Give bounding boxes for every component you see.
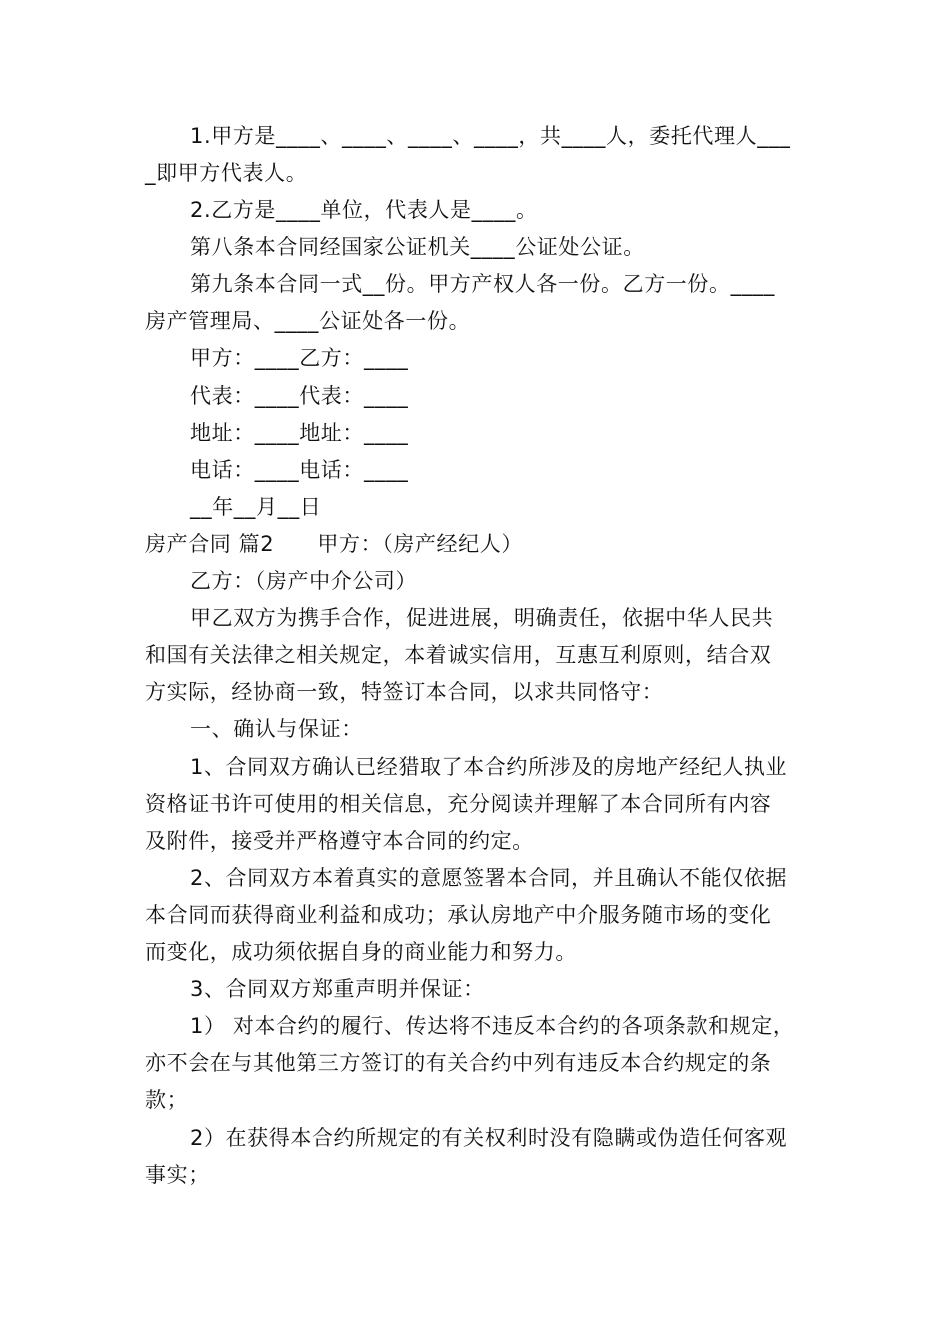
text-line: 一、确认与保证： — [190, 717, 363, 741]
text-line: 2.乙方是____单位，代表人是____。 — [190, 198, 538, 222]
text-line: 和国有关法律之相关规定，本着诚实信用，互惠互利原则，结合双 — [145, 643, 772, 667]
text-line: 乙方：（房产中介公司） — [190, 569, 418, 593]
text-line: 甲乙双方为携手合作，促进进展，明确责任，依据中华人民共 — [190, 606, 774, 630]
text-line: 事实； — [145, 1163, 210, 1187]
text-line: 资格证书许可使用的相关信息，充分阅读并理解了本合同所有内容 — [145, 792, 772, 816]
signature-line: 甲方：____乙方：____ — [190, 346, 409, 370]
text-line: _即甲方代表人。 — [145, 161, 308, 185]
text-line: 亦不会在与其他第三方签订的有关合约中列有违反本合约规定的条 — [145, 1051, 772, 1075]
text-line: 款； — [145, 1088, 189, 1112]
signature-line: 地址：____地址：____ — [190, 421, 409, 445]
text-line: 1.甲方是____、____、____、____，共____人，委托代理人___ — [190, 124, 791, 148]
text-line: 1） 对本合约的履行、传达将不违反本合约的各项条款和规定， — [190, 1014, 795, 1038]
signature-line: 电话：____电话：____ — [190, 458, 409, 482]
section-heading: 房产合同 篇2 甲方：（房产经纪人） — [145, 532, 523, 556]
text-line: 房产管理局、____公证处各一份。 — [145, 309, 471, 333]
text-line: 1、合同双方确认已经猎取了本合约所涉及的房地产经纪人执业 — [190, 755, 788, 779]
text-line: 2、合同双方本着真实的意愿签署本合同，并且确认不能仅依据 — [190, 866, 788, 890]
date-line: __年__月__日 — [190, 495, 322, 519]
text-line: 3、合同双方郑重声明并保证： — [190, 977, 485, 1001]
text-line: 第九条本合同一式__份。甲方产权人各一份。乙方一份。____ — [190, 272, 775, 296]
text-line: 第八条本合同经国家公证机关____公证处公证。 — [190, 235, 645, 259]
signature-line: 代表：____代表：____ — [190, 384, 409, 408]
text-line: 而变化，成功须依据自身的商业能力和努力。 — [145, 940, 577, 964]
text-line: 本合同而获得商业利益和成功；承认房地产中介服务随市场的变化 — [145, 903, 772, 927]
text-line: 及附件，接受并严格遵守本合同的约定。 — [145, 829, 534, 853]
text-line: 方实际，经协商一致，特签订本合同，以求共同恪守： — [145, 680, 664, 704]
text-line: 2）在获得本合约所规定的有关权利时没有隐瞒或伪造任何客观 — [190, 1126, 788, 1150]
